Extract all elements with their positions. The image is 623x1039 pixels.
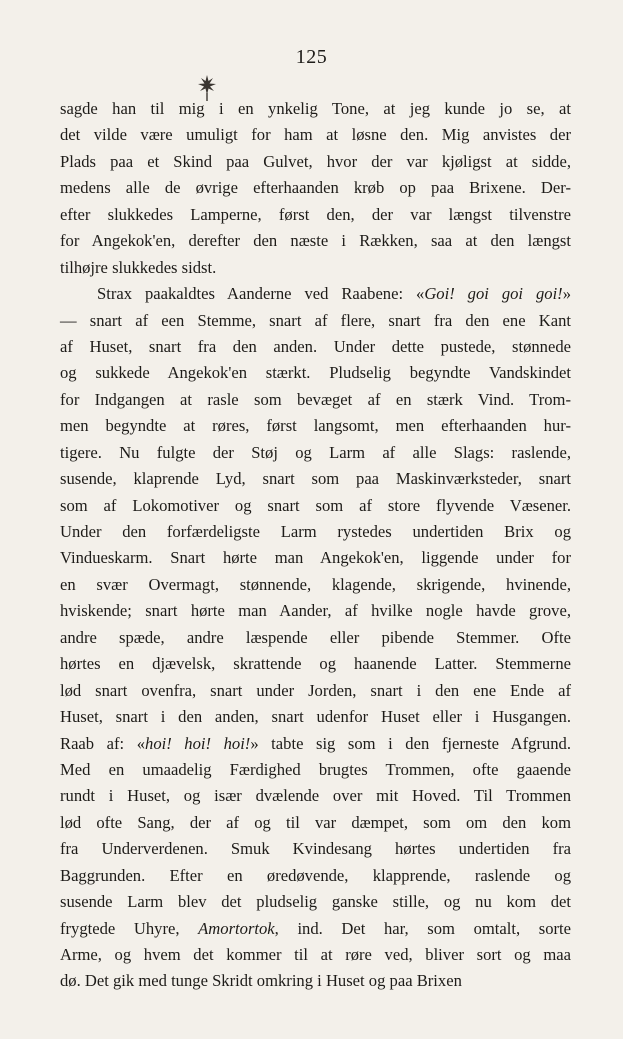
italic-text: hoi! hoi! hoi! [145,733,251,753]
text-line: dø. Det gik med tunge Skridt omkring i Huset og paa Brixen [60,971,462,991]
text-line: Med en umaadelig Færdighed brugtes Trommen, ofte gaaende [60,759,571,779]
text-line: lød ofte Sang, der af og til var dæmpet, som om den kom [60,812,571,832]
text-line: tilhøjre slukkedes sidst. [60,257,217,277]
text-line: det vilde være umuligt for ham at løsne den. Mig anvistes der [60,125,571,145]
body-text [60,96,571,995]
text-line: men begyndte at røres, først langsomt, men efterhaanden hur- [60,416,571,436]
text-line: og sukkede Angekok'en stærkt. Pludselig begyndte Vandskindet [60,363,571,383]
text-line: for Angekok'en, derefter den næste i Rækken, saa at den længst [60,231,571,251]
text-line: lød snart ovenfra, snart under Jorden, snart i den ene Ende af [60,680,571,700]
text-line: for Indgangen at rasle som bevæget af en stærk Vind. Trom- [60,389,571,409]
text-line: efter slukkedes Lamperne, først den, der var længst tilvenstre [60,204,571,224]
text-line: Arme, og hvem det kommer til at røre ved, bliver sort og maa [60,945,571,964]
text-line: hørtes en djævelsk, skrattende og haanende Latter. Stemmerne [60,654,571,674]
text-line: — snart af een Stemme, snart af flere, snart fra den ene Kant [60,310,571,330]
text-line: hviskende; snart hørte man Aander, af hvilke nogle havde grove, [60,601,571,621]
text-line: Raab af: «hoi! hoi! hoi!» tabte sig som i den fjerneste Afgrund. [60,733,571,753]
text-line: Plads paa et Skind paa Gulvet, hvor der var kjøligst at sidde, [60,151,571,171]
text-line: frygtede Uhyre, Amortortok, ind. Det har, som omtalt, sorte [60,918,571,938]
text-line: andre spæde, andre læspende eller pibende Stemmer. Ofte [60,627,571,647]
text-line: som af Lokomotiver og snart som af store flyvende Væsener. [60,495,571,515]
text-line: Huset, snart i den anden, snart udenfor Huset eller i Husgangen. [60,707,571,727]
text-line: Baggrunden. Efter en øredøvende, klapprende, raslende og [60,865,571,885]
text-line: Vindueskarm. Snart hørte man Angekok'en, liggende under for [60,548,571,568]
text-line: susende Larm blev det pludselig ganske stille, og nu kom det [60,892,571,912]
text-line: sagde han til mig i en ynkelig Tone, at jeg kunde jo se, at [60,99,571,118]
text-line: af Huset, snart fra den anden. Under dette pustede, stønnede [60,336,571,356]
text-line: medens alle de øvrige efterhaanden krøb op paa Brixene. Der- [60,178,571,198]
text-line: Strax paakaldtes Aanderne ved Raabene: «Goi! goi goi goi!» [97,284,571,304]
italic-text: Amortortok [198,918,275,938]
page-number: 125 [295,46,328,68]
text-line: susende, klaprende Lyd, snart som paa Maskinværksteder, snart [60,469,571,489]
text-line: tigere. Nu fulgte der Støj og Larm af alle Slags: raslende, [60,442,571,462]
text-line: en svær Overmagt, stønnende, klagende, skrigende, hvinende, [60,574,571,594]
text-line: rundt i Huset, og især dvælende over mit Hoved. Til Trommen [60,786,571,806]
italic-text: Goi! goi goi goi! [424,284,563,304]
text-line: fra Underverdenen. Smuk Kvindesang hørtes undertiden fra [60,839,571,859]
text-line: Under den forfærdeligste Larm rystedes undertiden Brix og [60,522,571,541]
